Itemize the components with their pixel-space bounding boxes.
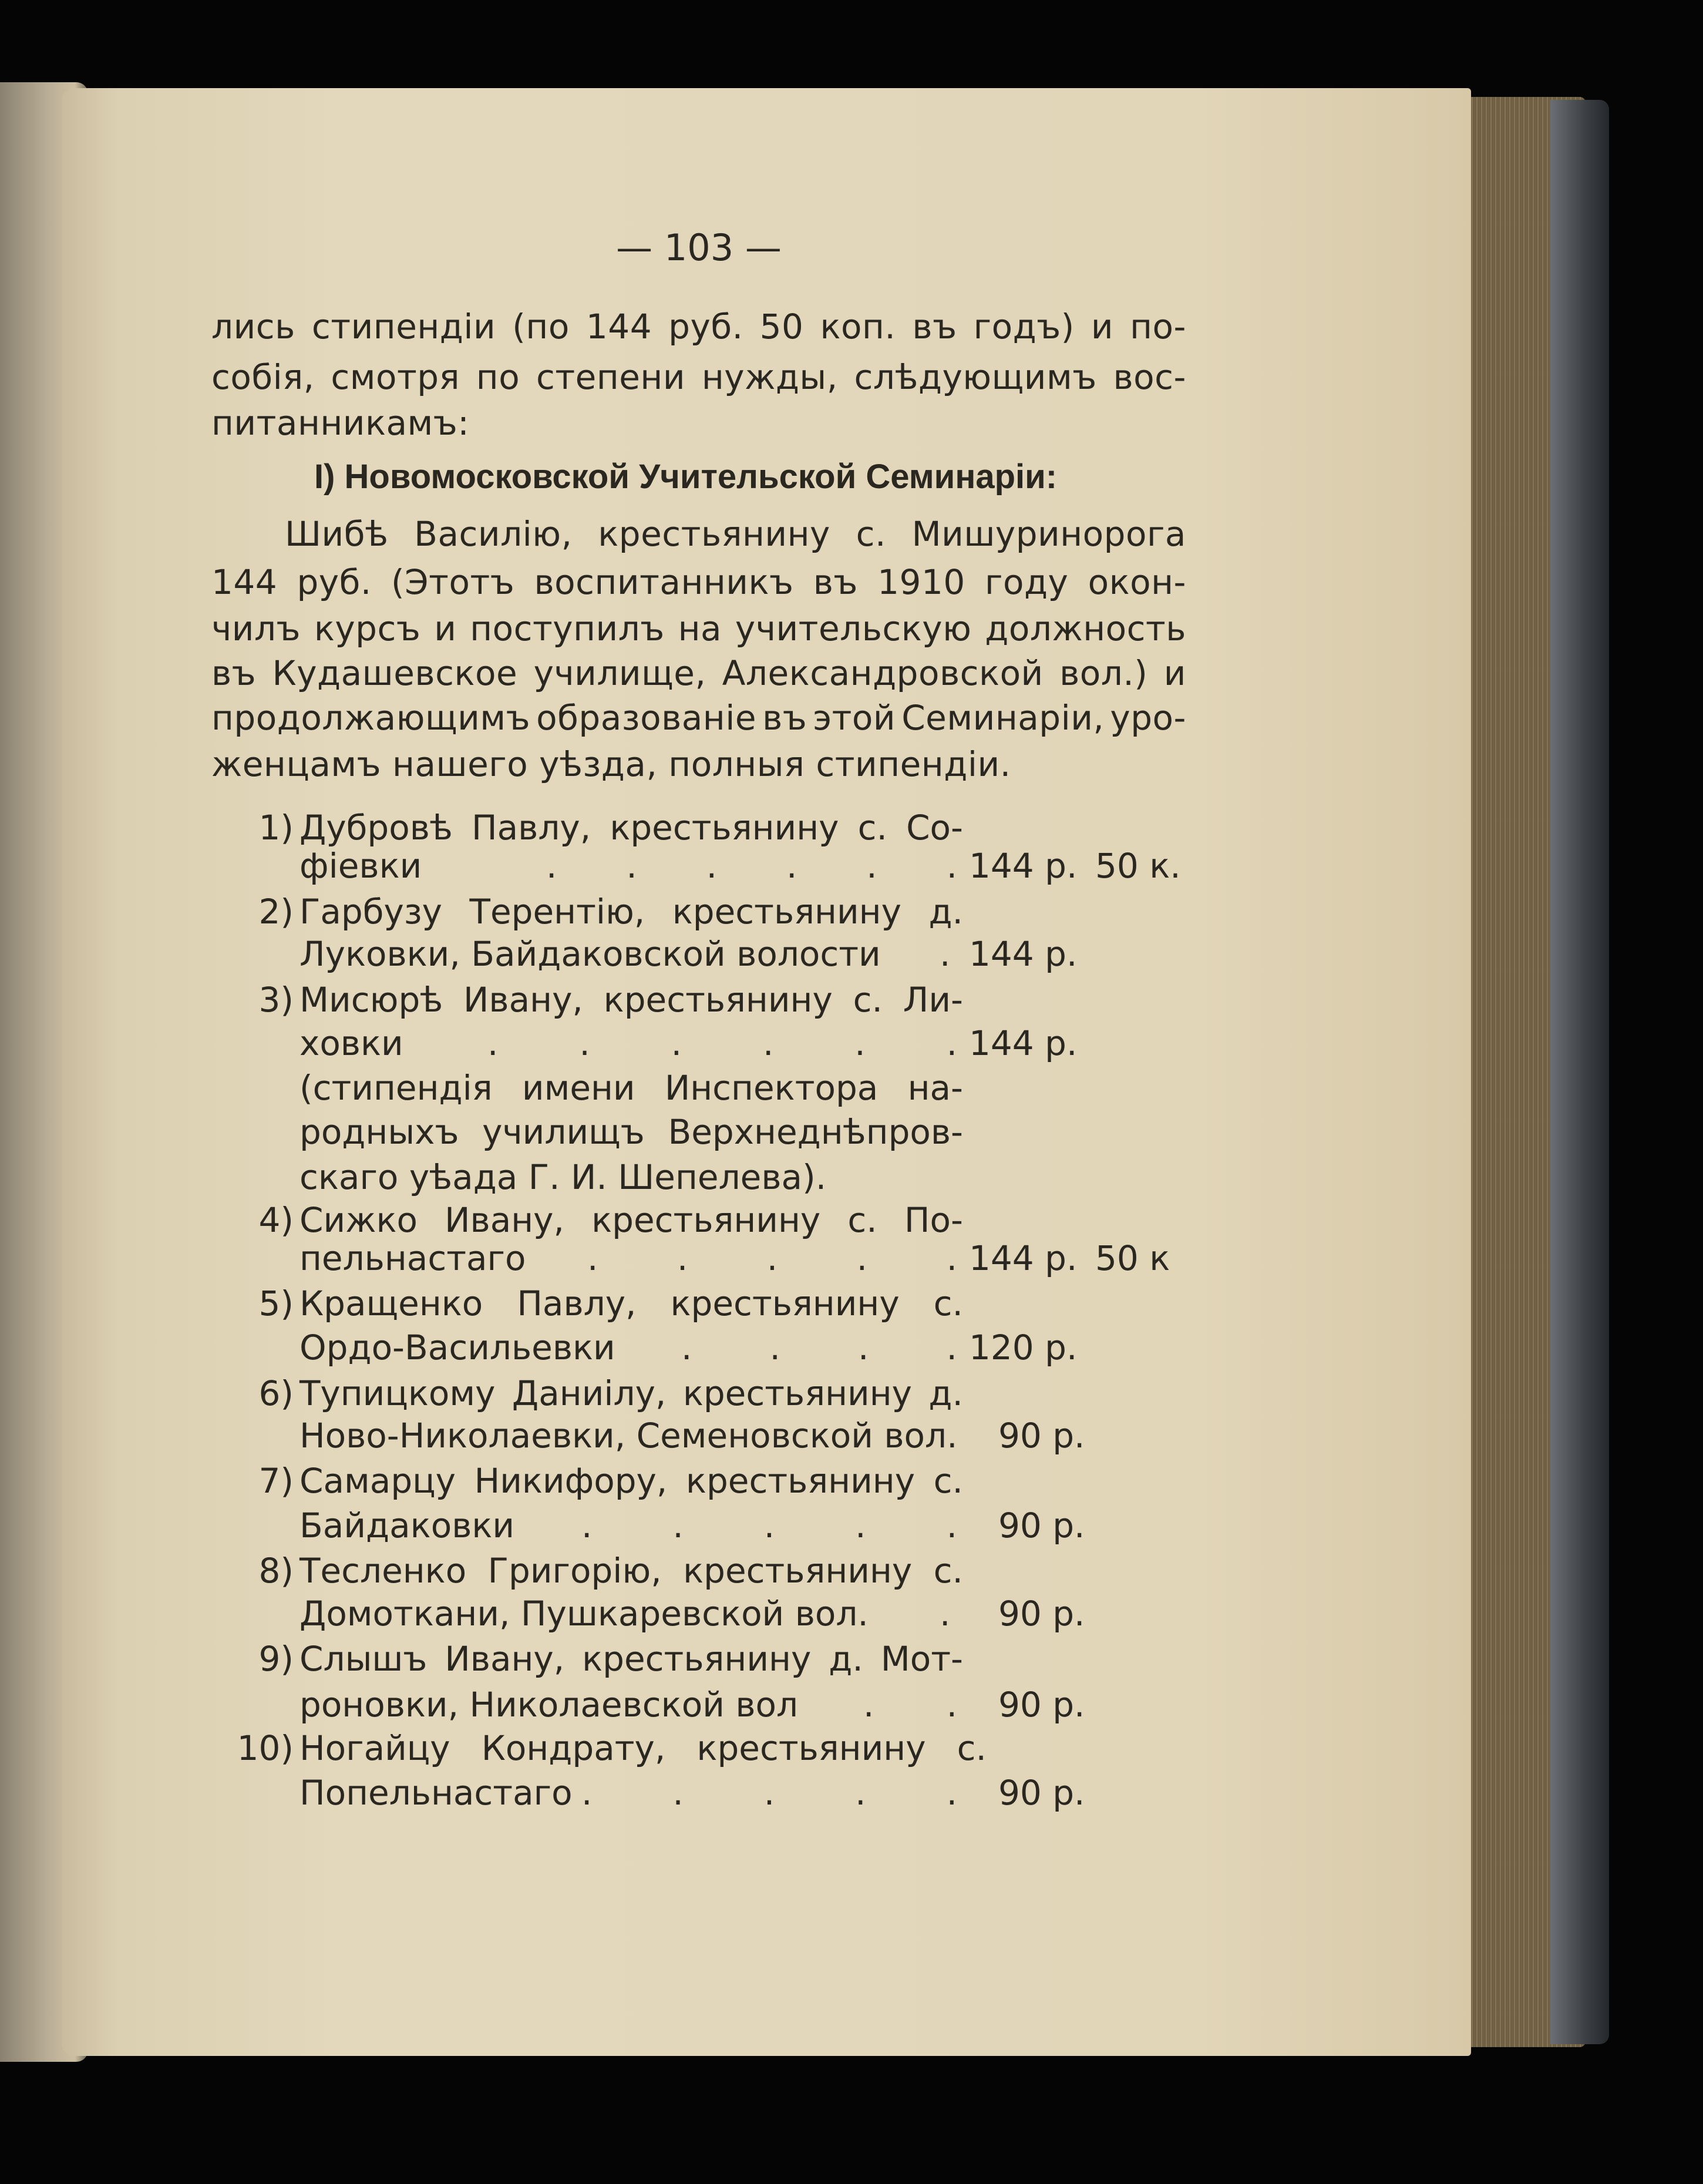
- entry-line: Гарбузу Терентiю, крестьянину д.: [299, 892, 963, 932]
- entry-amount: 90 р.: [998, 1594, 1085, 1634]
- entry-note-line: (стипендiя имени Инспектора на-: [299, 1068, 963, 1108]
- entry-line: Мисюрѣ Ивану, крестьянину с. Ли-: [299, 980, 963, 1020]
- entry-line: Самарцу Никифору, крестьянину с.: [299, 1461, 963, 1501]
- entry-kopecks: 50 к: [1095, 1238, 1170, 1278]
- entry-line: Попельнастаго: [299, 1773, 573, 1813]
- intro-line: лись стипендiи (по 144 руб. 50 коп. въ годъ) и по-: [211, 307, 1186, 347]
- entry-line: Ново-Николаевки, Семеновской вол.: [299, 1416, 958, 1456]
- paragraph-line: 144 руб. (Этотъ воспитанникъ въ 1910 году окон-: [211, 562, 1186, 602]
- paragraph-line: женцамъ нашего уѣзда, полныя стипендiи.: [211, 744, 1011, 784]
- leader-dots: . . . . .: [587, 1238, 957, 1278]
- entry-number: 2): [258, 892, 294, 932]
- entry-line: Домоткани, Пушкаревской вол.: [299, 1594, 869, 1634]
- leader-dots: . . . . .: [581, 1773, 957, 1813]
- leader-dots: .: [940, 934, 951, 974]
- leader-dots: . . . .: [681, 1328, 957, 1367]
- page-number: — 103 —: [616, 226, 782, 269]
- entry-number: 6): [258, 1373, 294, 1413]
- entry-line: Кращенко Павлу, крестьянину с.: [299, 1283, 963, 1323]
- entry-number: 5): [258, 1283, 294, 1323]
- entry-number: 9): [258, 1639, 294, 1679]
- entry-number: 8): [258, 1551, 294, 1591]
- intro-line: собiя, смотря по степени нужды, слѣдующимъ вос-: [211, 357, 1186, 397]
- entry-line: Слышъ Ивану, крестьянину д. Мот-: [299, 1639, 963, 1679]
- entry-number: 7): [258, 1461, 294, 1501]
- entry-line: Дубровѣ Павлу, крестьянину с. Со-: [299, 808, 963, 848]
- leader-dots: . . . . . .: [487, 1023, 957, 1063]
- entry-number: 3): [258, 980, 294, 1020]
- entry-amount: 90 р.: [998, 1773, 1085, 1813]
- paragraph-line: Шибѣ Василiю, крестьянину с. Мишуринорога: [285, 514, 1186, 554]
- entry-line: роновки, Николаевской вол: [299, 1685, 799, 1725]
- paragraph-line: въ Кудашевское училище, Александровской вол.) и: [211, 653, 1186, 693]
- intro-line: питанникамъ:: [211, 403, 470, 443]
- entry-number: 1): [258, 808, 294, 848]
- leader-dots: . .: [863, 1685, 957, 1725]
- entry-number: 4): [258, 1200, 294, 1240]
- entry-note-line: скаго уѣада Г. И. Шепелева).: [299, 1157, 827, 1197]
- entry-amount: 90 р.: [998, 1506, 1085, 1545]
- leader-dots: .: [940, 1594, 951, 1634]
- leader-dots: . . . . .: [581, 1506, 957, 1545]
- leader-dots: . . . . . .: [546, 846, 957, 886]
- entry-amount: 120 р.: [969, 1328, 1078, 1367]
- paragraph-line: продолжающимъ образованiе въ этой Семинарiи, уро-: [211, 698, 1186, 738]
- entry-note-line: родныхъ училищъ Верхнеднѣпров-: [299, 1112, 963, 1152]
- entry-line: ховки: [299, 1023, 403, 1063]
- section-heading: I) Новомосковской Учительской Семинарiи:: [314, 458, 1058, 496]
- entry-line: Ногайцу Кондрату, крестьянину с.: [299, 1728, 987, 1768]
- entry-line: Тупицкому Даниiлу, крестьянину д.: [299, 1373, 963, 1413]
- entry-amount: 90 р.: [998, 1416, 1085, 1456]
- entry-number: 10): [237, 1728, 294, 1768]
- paragraph-line: чилъ курсъ и поступилъ на учительскую должность: [211, 609, 1186, 649]
- entry-line: фiевки: [299, 846, 422, 886]
- entry-line: Ордо-Васильевки: [299, 1328, 615, 1367]
- entry-line: Сижко Ивану, крестьянину с. По-: [299, 1200, 963, 1240]
- entry-amount: 144 р.: [969, 934, 1078, 974]
- entry-kopecks: 50 к.: [1095, 846, 1181, 886]
- entry-line: пельнастаго: [299, 1238, 526, 1278]
- entry-amount: 144 р.: [969, 1023, 1078, 1063]
- entry-amount: 144 р.: [969, 1238, 1078, 1278]
- entry-line: Байдаковки: [299, 1506, 515, 1545]
- entry-line: Луковки, Байдаковской волости: [299, 934, 881, 974]
- entry-amount: 144 р.: [969, 846, 1078, 886]
- entry-amount: 90 р.: [998, 1685, 1085, 1725]
- book-cover-edge: [1550, 100, 1609, 2044]
- entry-line: Тесленко Григорiю, крестьянину с.: [299, 1551, 963, 1591]
